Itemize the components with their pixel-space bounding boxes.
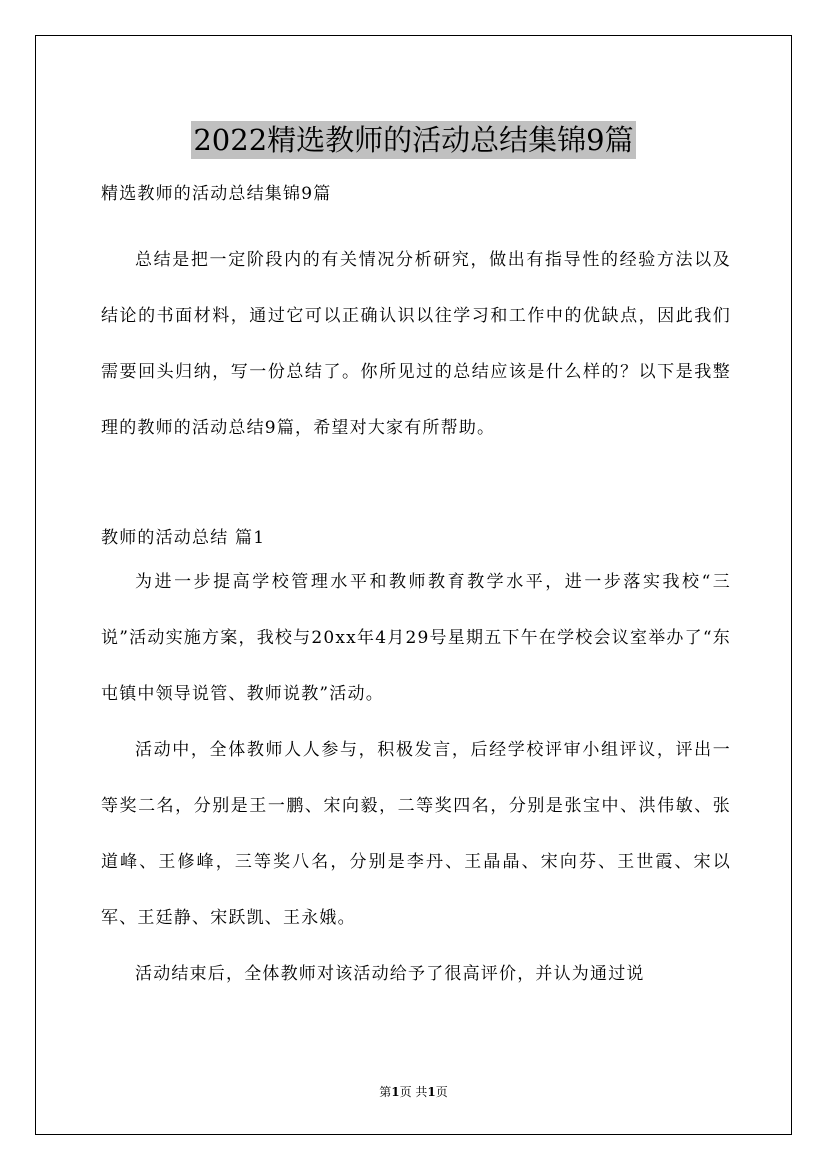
document-title: 2022精选教师的活动总结集锦9篇 [193,123,634,158]
body-paragraph: 活动中，全体教师人人参与，积极发言，后经学校评审小组评议，评出一等奖二名，分别是王一鹏、宋向毅，二等奖四名，分别是张宝中、洪伟敏、张道峰、王修峰，三等奖八名，分别是李丹、王晶晶、宋向芬、王世霞、宋以军、王廷静、宋跃凯、王永娥。 [101,740,731,928]
intro-paragraph: 总结是把一定阶段内的有关情况分析研究，做出有指导性的经验方法以及结论的书面材料，通过它可以正确认识以往学习和工作中的优缺点，因此我们需要回头归纳，写一份总结了。你所见过的总结应该是什么样的？以下是我整理的教师的活动总结9篇，希望对大家有所帮助。 [101,250,731,438]
footer-page-suffix: 页 [435,1085,448,1099]
body-paragraph: 活动结束后，全体教师对该活动给予了很高评价，并认为通过说 [135,964,645,984]
section-heading: 教师的活动总结 篇1 [101,528,266,548]
title-container [0,102,827,179]
footer-page-number: 1 [391,1085,400,1099]
body-paragraph: 为进一步提高学校管理水平和教师教育教学水平，进一步落实我校“三说”活动实施方案，我校与20xx年4月29号星期五下午在学校会议室举办了“东屯镇中领导说管、教师说教”活动。 [101,572,731,704]
footer-page-prefix: 第 [379,1085,392,1099]
page-footer [0,1084,827,1100]
document-body [101,178,731,1002]
footer-page-mid: 页 共 [399,1085,428,1099]
footer-page-total: 1 [427,1085,436,1099]
document-subtitle: 精选教师的活动总结集锦9篇 [101,184,332,204]
